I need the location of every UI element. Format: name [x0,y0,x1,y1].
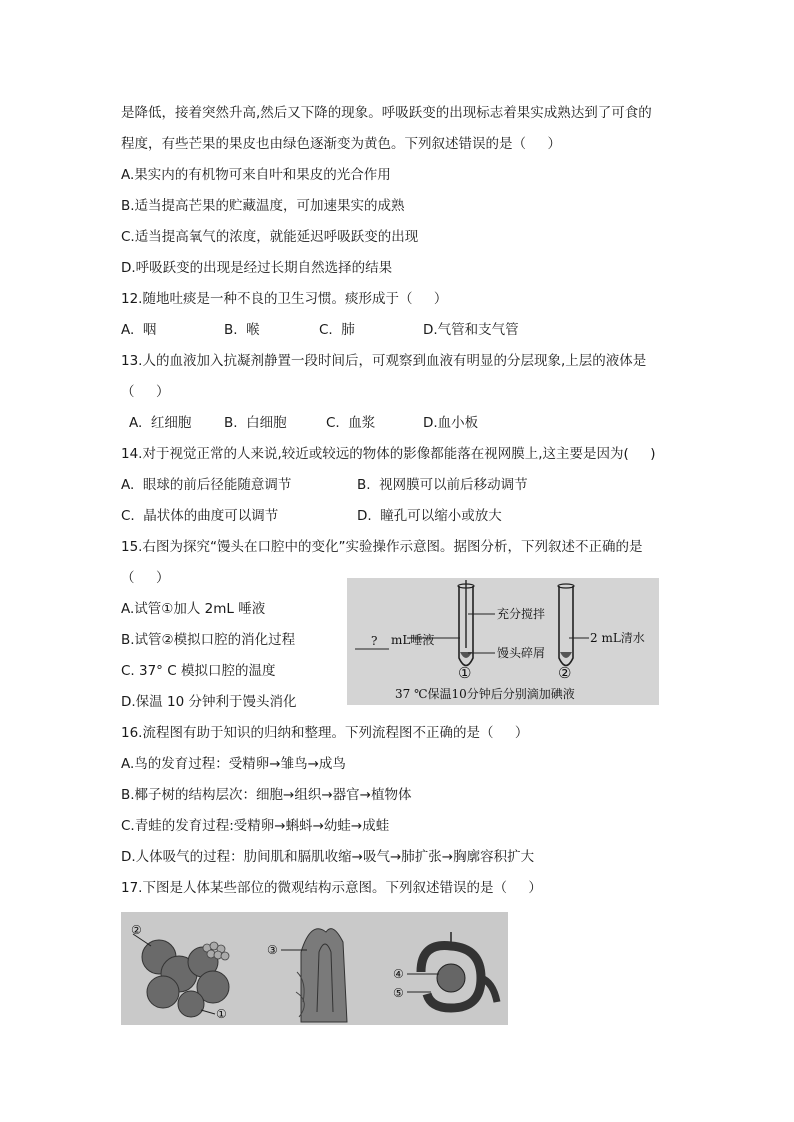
stir-label: 充分搅拌 [497,607,546,621]
marker-3-label: ③ [267,943,278,957]
marker-4-label: ④ [393,967,404,981]
q14-option-d: D. 瞳孔可以缩小或放大 [357,508,502,524]
q14-stem: 14.对于视觉正常的人来说,较近或较远的物体的影像都能落在视网膜上,这主要是因为( ) [121,446,656,462]
q11-option-a: A.果实内的有机物可来自叶和果皮的光合作用 [121,167,391,183]
q15-experiment-figure [347,578,659,705]
q11-stem-line1: 是降低，接着突然升高,然后又下降的现象。呼吸跃变的出现标志着果实成熟达到了可食的 [121,105,652,121]
water-label: 2 mL清水 [590,631,645,645]
marker-2-label: ② [131,923,142,937]
marker-1-label: ① [216,1007,227,1021]
marker-5-label: ⑤ [393,986,404,1000]
q12-option-d: D.气管和支气管 [423,322,519,338]
q14-option-b: B. 视网膜可以前后移动调节 [357,477,528,493]
q15-stem-line1: 15.右图为探究“馒头在口腔中的变化”实验操作示意图。据图分析，下列叙述不正确的是 [121,539,643,555]
q16-option-a: A.鸟的发育过程：受精卵→雏鸟→成鸟 [121,756,346,772]
figure-caption: 37 ℃保温10分钟后分别滴加碘液 [395,687,575,701]
q12-option-b: B. 喉 [224,322,260,338]
crumbs-label: 馒头碎屑 [497,646,546,660]
q12-option-a: A. 咽 [121,322,157,338]
tube-2-label: ② [558,664,572,682]
saliva-label: mL唾液 [391,633,435,647]
q16-option-b: B.椰子树的结构层次：细胞→组织→器官→植物体 [121,787,412,803]
question-mark-label: ? [371,634,378,648]
q12-option-c: C. 肺 [319,322,355,338]
q13-option-c: C. 血浆 [326,415,376,431]
q16-stem: 16.流程图有助于知识的归纳和整理。下列流程图不正确的是（ ） [121,725,529,741]
q14-option-c: C. 晶状体的曲度可以调节 [121,508,279,524]
q14-option-a: A. 眼球的前后径能随意调节 [121,477,292,493]
q15-option-a: A.试管①加人 2mL 唾液 [121,601,266,617]
q11-stem-line2: 程度，有些芒果的果皮也由绿色逐渐变为黄色。下列叙述错误的是（ ） [121,136,561,152]
q16-option-c: C.青蛙的发育过程:受精卵→蝌蚪→幼蛙→成蛙 [121,818,390,834]
q12-stem: 12.随地吐痰是一种不良的卫生习惯。痰形成于（ ） [121,291,448,307]
q17-micro-structure-figure [121,912,508,1025]
q11-option-c: C.适当提高氧气的浓度，就能延迟呼吸跃变的出现 [121,229,419,245]
tube-1-label: ① [458,664,472,682]
q13-stem-line2: （ ） [121,384,170,400]
q15-option-c: C. 37° C 模拟口腔的温度 [121,663,276,679]
q13-option-a: A. 红细胞 [129,415,192,431]
q13-option-d: D.血小板 [423,415,479,431]
q17-figure-svg [121,912,508,1025]
q15-option-d: D.保温 10 分钟利于馒头消化 [121,694,297,710]
q13-stem-line1: 13.人的血液加入抗凝剂静置一段时间后，可观察到血液有明显的分层现象,上层的液体是 [121,353,647,369]
q15-figure-svg [347,578,659,705]
q15-option-b: B.试管②模拟口腔的消化过程 [121,632,296,648]
q16-option-d: D.人体吸气的过程：肋间肌和膈肌收缩→吸气→肺扩张→胸廓容积扩大 [121,849,535,865]
q11-option-d: D.呼吸跃变的出现是经过长期自然选择的结果 [121,260,393,276]
q11-option-b: B.适当提高芒果的贮藏温度，可加速果实的成熟 [121,198,405,214]
q15-stem-line2: （ ） [121,570,170,586]
q13-option-b: B. 白细胞 [224,415,287,431]
q17-stem: 17.下图是人体某些部位的微观结构示意图。下列叙述错误的是（ ） [121,880,542,896]
